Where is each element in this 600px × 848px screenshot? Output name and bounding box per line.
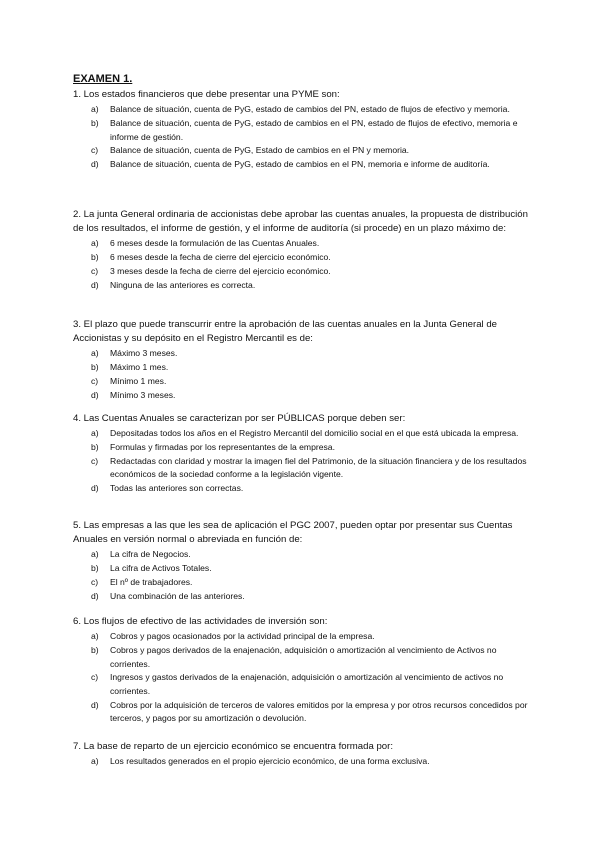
option-item	[73, 576, 535, 590]
option-text: Cobros y pagos derivados de la enajenación, adquisición o amortización al vencimiento de Activos no corrientes.	[110, 644, 497, 669]
option-marker: c)	[91, 672, 99, 683]
option-item	[73, 265, 535, 279]
option-item	[73, 117, 535, 144]
option-text: Mínimo 3 meses.	[110, 389, 176, 400]
option-item	[73, 590, 535, 604]
option-item	[73, 562, 535, 576]
option-marker: a)	[91, 631, 99, 642]
option-text: Balance de situación, cuenta de PyG, estado de cambios en el PN, estado de flujos de efectivo, memoria e informe de gestión.	[110, 117, 518, 142]
option-text: Ninguna de las anteriores es correcta.	[110, 279, 256, 290]
option-text: Depositadas todos los años en el Registro Mercantil del domicilio social en el que está ubicada la empresa.	[110, 428, 519, 439]
question-stem: 6. Los flujos de efectivo de las actividades de inversión son:	[73, 616, 328, 627]
option-item	[73, 389, 535, 403]
option-marker: a)	[91, 428, 99, 439]
question-stem: 3. El plazo que puede transcurrir entre la aprobación de las cuentas anuales en la Junta General de Accionistas y su depósito en el Registro Mercantil es de:	[73, 319, 497, 345]
question-5	[73, 519, 535, 603]
option-marker: b)	[91, 644, 99, 655]
option-list	[73, 103, 535, 172]
option-marker: a)	[91, 238, 99, 249]
option-marker: d)	[91, 159, 99, 170]
option-item	[73, 699, 535, 726]
question-7	[73, 740, 535, 769]
option-item	[73, 671, 535, 698]
question-stem: 2. La junta General ordinaria de accionistas debe aprobar las cuentas anuales, la propuesta de distribución de los resultados, el informe de gestión, y el informe de auditoría (si procede) en un plazo máximo de:	[73, 209, 528, 235]
option-text: Balance de situación, cuenta de PyG, estado de cambios en el PN, memoria e informe de auditoría.	[110, 159, 490, 170]
option-marker: b)	[91, 252, 99, 263]
option-list	[73, 347, 535, 402]
option-marker: d)	[91, 389, 99, 400]
option-text: Todas las anteriores son correctas.	[110, 483, 244, 494]
option-text: Cobros y pagos ocasionados por la actividad principal de la empresa.	[110, 631, 375, 642]
option-marker: c)	[91, 145, 99, 156]
question-stem: 4. Las Cuentas Anuales se caracterizan por ser PÚBLICAS porque deben ser:	[73, 413, 406, 424]
option-marker: d)	[91, 699, 99, 710]
question-6	[73, 615, 535, 726]
option-text: Mínimo 1 mes.	[110, 375, 167, 386]
option-item	[73, 755, 535, 769]
question-stem: 7. La base de reparto de un ejercicio económico se encuentra formada por:	[73, 741, 393, 752]
option-item	[73, 237, 535, 251]
option-marker: d)	[91, 279, 99, 290]
option-list	[73, 630, 535, 726]
option-item	[73, 441, 535, 455]
option-text: La cifra de Negocios.	[110, 549, 191, 560]
option-marker: c)	[91, 265, 99, 276]
question-stem: 5. Las empresas a las que les sea de aplicación el PGC 2007, pueden optar por presentar sus Cuentas Anuales en versión normal o abreviada en función de:	[73, 520, 513, 546]
option-list	[73, 548, 535, 603]
option-text: Balance de situación, cuenta de PyG, estado de cambios del PN, estado de flujos de efectivo y memoria.	[110, 104, 510, 115]
option-text: Los resultados generados en el propio ejercicio económico, de una forma exclusiva.	[110, 756, 430, 767]
option-marker: b)	[91, 117, 99, 128]
option-item	[73, 144, 535, 158]
option-text: Formulas y firmadas por los representantes de la empresa.	[110, 441, 335, 452]
option-text: El nº de trabajadores.	[110, 576, 193, 587]
exam-title: EXAMEN 1.	[73, 73, 133, 85]
option-text: 3 meses desde la fecha de cierre del ejercicio económico.	[110, 265, 331, 276]
option-item	[73, 455, 535, 482]
option-text: Ingresos y gastos derivados de la enajenación, adquisición o amortización al vencimiento de activos no corrientes.	[110, 672, 504, 697]
option-item	[73, 548, 535, 562]
option-item	[73, 375, 535, 389]
option-text: Balance de situación, cuenta de PyG, Estado de cambios en el PN y memoria.	[110, 145, 410, 156]
option-item	[73, 644, 535, 671]
option-text: 6 meses desde la fecha de cierre del ejercicio económico.	[110, 252, 331, 263]
option-marker: a)	[91, 756, 99, 767]
option-text: Una combinación de las anteriores.	[110, 590, 245, 601]
option-list	[73, 427, 535, 496]
option-text: 6 meses desde la formulación de las Cuentas Anuales.	[110, 238, 320, 249]
option-text: La cifra de Activos Totales.	[110, 563, 212, 574]
question-4	[73, 412, 535, 496]
option-marker: c)	[91, 375, 99, 386]
option-list	[73, 755, 535, 769]
question-3	[73, 318, 535, 402]
option-item	[73, 427, 535, 441]
option-text: Máximo 1 mes.	[110, 362, 169, 373]
option-item	[73, 103, 535, 117]
option-item	[73, 482, 535, 496]
question-1	[73, 88, 535, 172]
option-marker: a)	[91, 348, 99, 359]
option-item	[73, 279, 535, 293]
option-marker: b)	[91, 441, 99, 452]
option-marker: d)	[91, 590, 99, 601]
option-text: Máximo 3 meses.	[110, 348, 178, 359]
question-stem: 1. Los estados financieros que debe presentar una PYME son:	[73, 89, 340, 100]
option-marker: c)	[91, 576, 99, 587]
option-text: Cobros por la adquisición de terceros de valores emitidos por la empresa y por otros recursos concedidos por terceros, y pagos por su amortización o devolución.	[110, 699, 528, 724]
option-marker: d)	[91, 483, 99, 494]
option-marker: a)	[91, 549, 99, 560]
option-marker: a)	[91, 104, 99, 115]
option-item	[73, 361, 535, 375]
option-item	[73, 630, 535, 644]
option-marker: b)	[91, 563, 99, 574]
option-item	[73, 251, 535, 265]
option-item	[73, 158, 535, 172]
option-item	[73, 347, 535, 361]
option-list	[73, 237, 535, 292]
option-marker: b)	[91, 362, 99, 373]
option-marker: c)	[91, 455, 99, 466]
question-2	[73, 208, 535, 292]
option-text: Redactadas con claridad y mostrar la imagen fiel del Patrimonio, de la situación financiera y de los resultados económicos de la sociedad conforme a la legislación vigente.	[110, 455, 527, 480]
